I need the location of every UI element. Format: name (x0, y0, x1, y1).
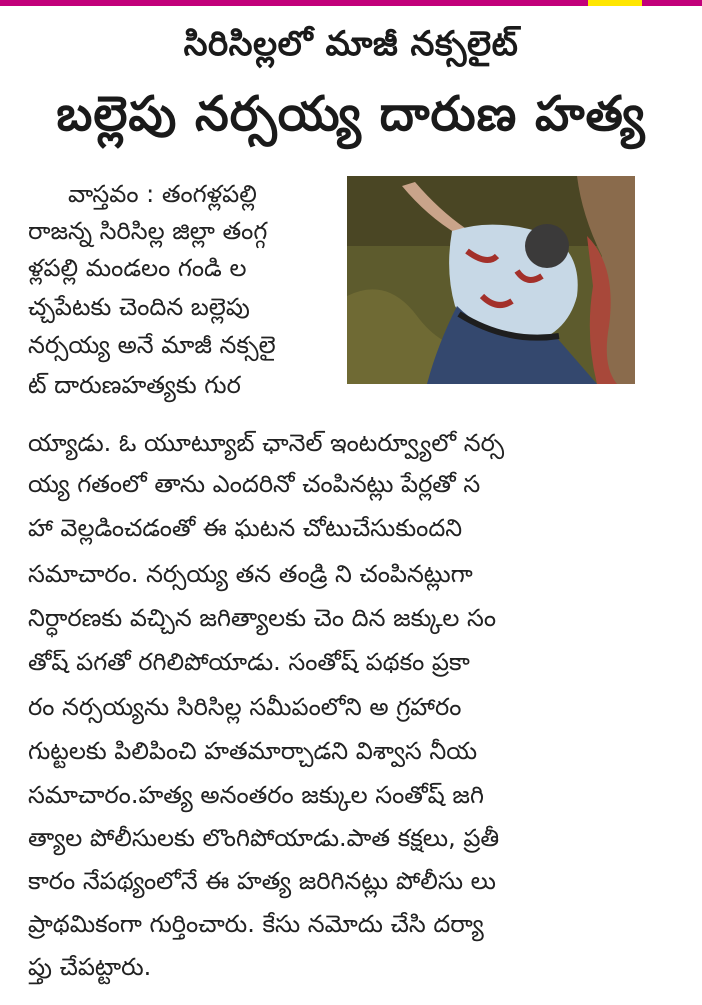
article-body-line: హా వెల్లడించడంతో ఈ ఘటన చోటుచేసుకుందని (28, 514, 463, 542)
article-body-line: రం నర్సయ్యను సిరిసిల్ల సమీపంలోని అ గ్రహారం (28, 693, 462, 721)
article-body-line: తోష్ పగతో రగిలిపోయాడు. సంతోష్ పథకం ప్రకా (28, 648, 470, 676)
article-body-line: య్యాడు. ఓ యూట్యూబ్ ఛానెల్ ఇంటర్వ్యూలో నర్స (28, 429, 505, 457)
article-body-line: వాస్తవం : తంగళ్లపల్లి (68, 180, 257, 208)
article-body-line: నర్సయ్య అనే మాజీ నక్సలై (28, 331, 276, 359)
article-body-line: య్య గతంలో తాను ఎందరినో చంపినట్లు పేర్లతో స (28, 470, 481, 498)
article-body-line: చ్చపేటకు చెందిన బల్లెపు (28, 293, 250, 321)
article-body-line: గుట్టలకు పిలిపించి హతమార్చాడని విశ్వాస నీయ (28, 737, 478, 765)
article-headline: బల్లెపు నర్సయ్య దారుణ హత్య (56, 86, 646, 142)
top-accent-bar (588, 0, 642, 6)
article-body-line: సమాచారం. నర్సయ్య తన తండ్రి ని చంపినట్లుగా (28, 560, 473, 588)
article-body-line: ప్తు చేపట్టారు. (28, 953, 152, 981)
article-body-line: ప్రాథమికంగా గుర్తించారు. కేసు నమోదు చేసి దర్యా (28, 910, 484, 938)
news-photo-image (347, 176, 635, 384)
article-body-line: ట్ దారుణహత్యకు గుర (28, 371, 241, 399)
article-body-line: కారం నేపథ్యంలోనే ఈ హత్య జరిగినట్లు పోలీసు లు (28, 867, 496, 895)
article-photo (347, 176, 635, 384)
article-body-line: సమాచారం.హత్య అనంతరం జక్కుల సంతోష్ జగి (28, 781, 484, 809)
article-body-line: నిర్ధారణకు వచ్చిన జగిత్యాలకు చెం దిన జక్కుల సం (28, 604, 497, 632)
article-body-line: ళ్లపల్లి మండలం గండి ల (28, 254, 247, 282)
article-body-line: రాజన్న సిరిసిల్ల జిల్లా తంగ్గ (28, 217, 268, 245)
article-body-line: త్యాల పోలీసులకు లొంగిపోయాడు.పాత కక్షలు, ప్రతీ (28, 824, 500, 852)
article-kicker: సిరిసిల్లలో మాజీ నక్సలైట్ (183, 24, 519, 64)
